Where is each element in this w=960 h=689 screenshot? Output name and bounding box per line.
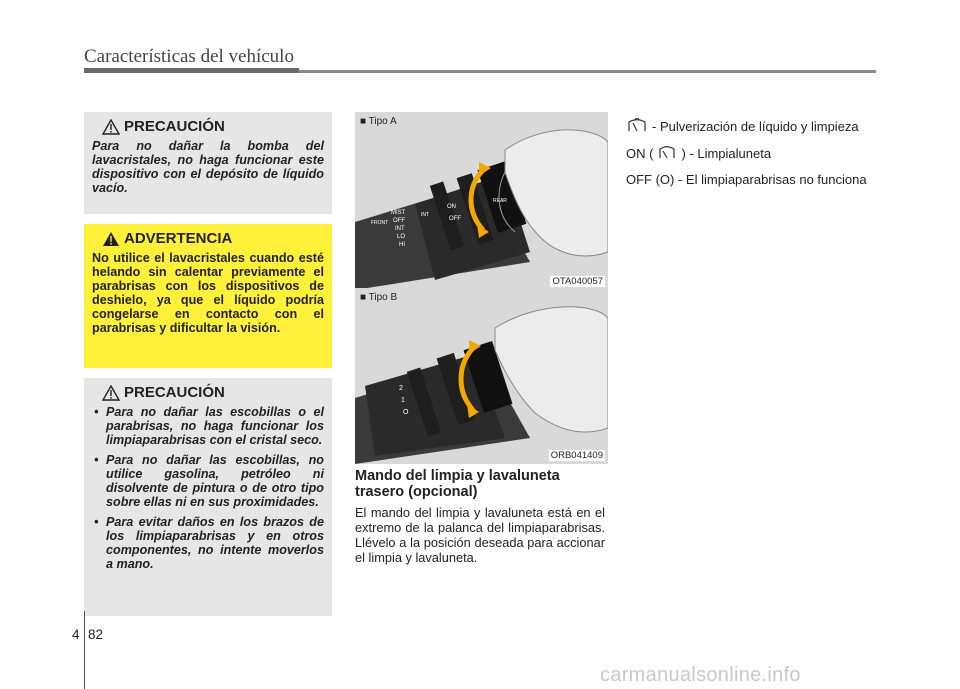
- legend-line-off: [626, 171, 886, 188]
- figure-label: ■ Tipo B: [360, 292, 398, 303]
- caution-triangle-icon: [102, 119, 120, 135]
- list-item: • Para no dañar las escobillas, no utilice gasolina, petróleo ni disolvente de pintura o de otro tipo sobre ellas ni en sus proximidades.: [92, 453, 324, 509]
- caution-title: PRECAUCIÓN: [124, 384, 225, 401]
- caution-list: [92, 405, 324, 571]
- page-header-title: Características del vehículo: [84, 46, 294, 67]
- watermark: carmanualsonline.info: [600, 664, 801, 686]
- caution-text: Para no dañar la bomba del lavacristales, no haga funcionar este dispositivo con el depósito de líquido vacío.: [92, 139, 324, 195]
- figure-type-a: [355, 112, 608, 290]
- legend-text: OFF (O) - El limpiaparabrisas no funciona: [626, 172, 867, 187]
- caution-triangle-icon: [102, 385, 120, 401]
- switch-mark: FRONT: [371, 220, 389, 226]
- chapter-number: 4: [72, 627, 80, 642]
- legend-text: ON (: [626, 145, 654, 161]
- switch-mark: INT: [395, 226, 405, 232]
- legend-line-spray: [626, 117, 886, 135]
- switch-mark: REAR: [493, 198, 507, 204]
- legend-line-on: [626, 144, 886, 162]
- warning-title: ADVERTENCIA: [124, 230, 233, 247]
- wiper-switch-illustration: [355, 112, 608, 290]
- warning-box-freezing: [84, 224, 332, 368]
- caution-box-pump: [84, 112, 332, 214]
- rear-wiper-icon: [657, 144, 677, 162]
- switch-mark: ON: [447, 204, 456, 210]
- header-rule-accent: [84, 68, 299, 73]
- legend-text: ) - Limpialuneta: [681, 145, 772, 161]
- caution-title: PRECAUCIÓN: [124, 118, 225, 135]
- list-item: • Para evitar daños en los brazos de los limpiaparabrisas y en otros componentes, no intente moverlos a mano.: [92, 515, 324, 571]
- page-number: 82: [88, 627, 104, 642]
- switch-mark: HI: [399, 242, 405, 248]
- figure-label: ■ Tipo A: [360, 116, 397, 127]
- switch-mark: MIST: [391, 210, 406, 216]
- switch-mark: LO: [397, 234, 406, 240]
- switch-mark: INT: [421, 212, 430, 218]
- switch-mark: OFF: [393, 218, 405, 224]
- switch-mark: OFF: [449, 216, 461, 222]
- switch-mark: O: [403, 409, 409, 416]
- figure-type-b: [355, 288, 608, 464]
- figure-code: OTA040057: [552, 276, 603, 287]
- legend-text: - Pulverización de líquido y limpieza: [652, 118, 859, 134]
- rear-wiper-legend: [626, 117, 886, 197]
- section-body: El mando del limpia y lavaluneta está en el extremo de la palanca del limpiaparabrisas. Llévelo a la posición deseada para accionar el limpia y lavaluneta.: [355, 505, 605, 565]
- warning-text: No utilice el lavacristales cuando esté helando sin calentar previamente el parabrisas con los dispositivos de deshielo, ya que el líquido podría congelarse en contacto con el parabrisas y dificultar la visión.: [92, 251, 324, 335]
- warning-triangle-icon: [102, 231, 120, 247]
- list-item: • Para no dañar las escobillas o el parabrisas, no haga funcionar los limpiaparabrisas con el cristal seco.: [92, 405, 324, 447]
- wiper-switch-illustration: [355, 288, 608, 464]
- section-title: Mando del limpia y lavaluneta trasero (opcional): [355, 468, 560, 500]
- caution-box-wipers: [84, 378, 332, 616]
- switch-mark: 2: [399, 385, 403, 392]
- figure-code: ORB041409: [550, 450, 603, 461]
- switch-mark: 1: [401, 397, 405, 404]
- footer-rule: [84, 611, 85, 689]
- washer-spray-icon: [626, 117, 648, 135]
